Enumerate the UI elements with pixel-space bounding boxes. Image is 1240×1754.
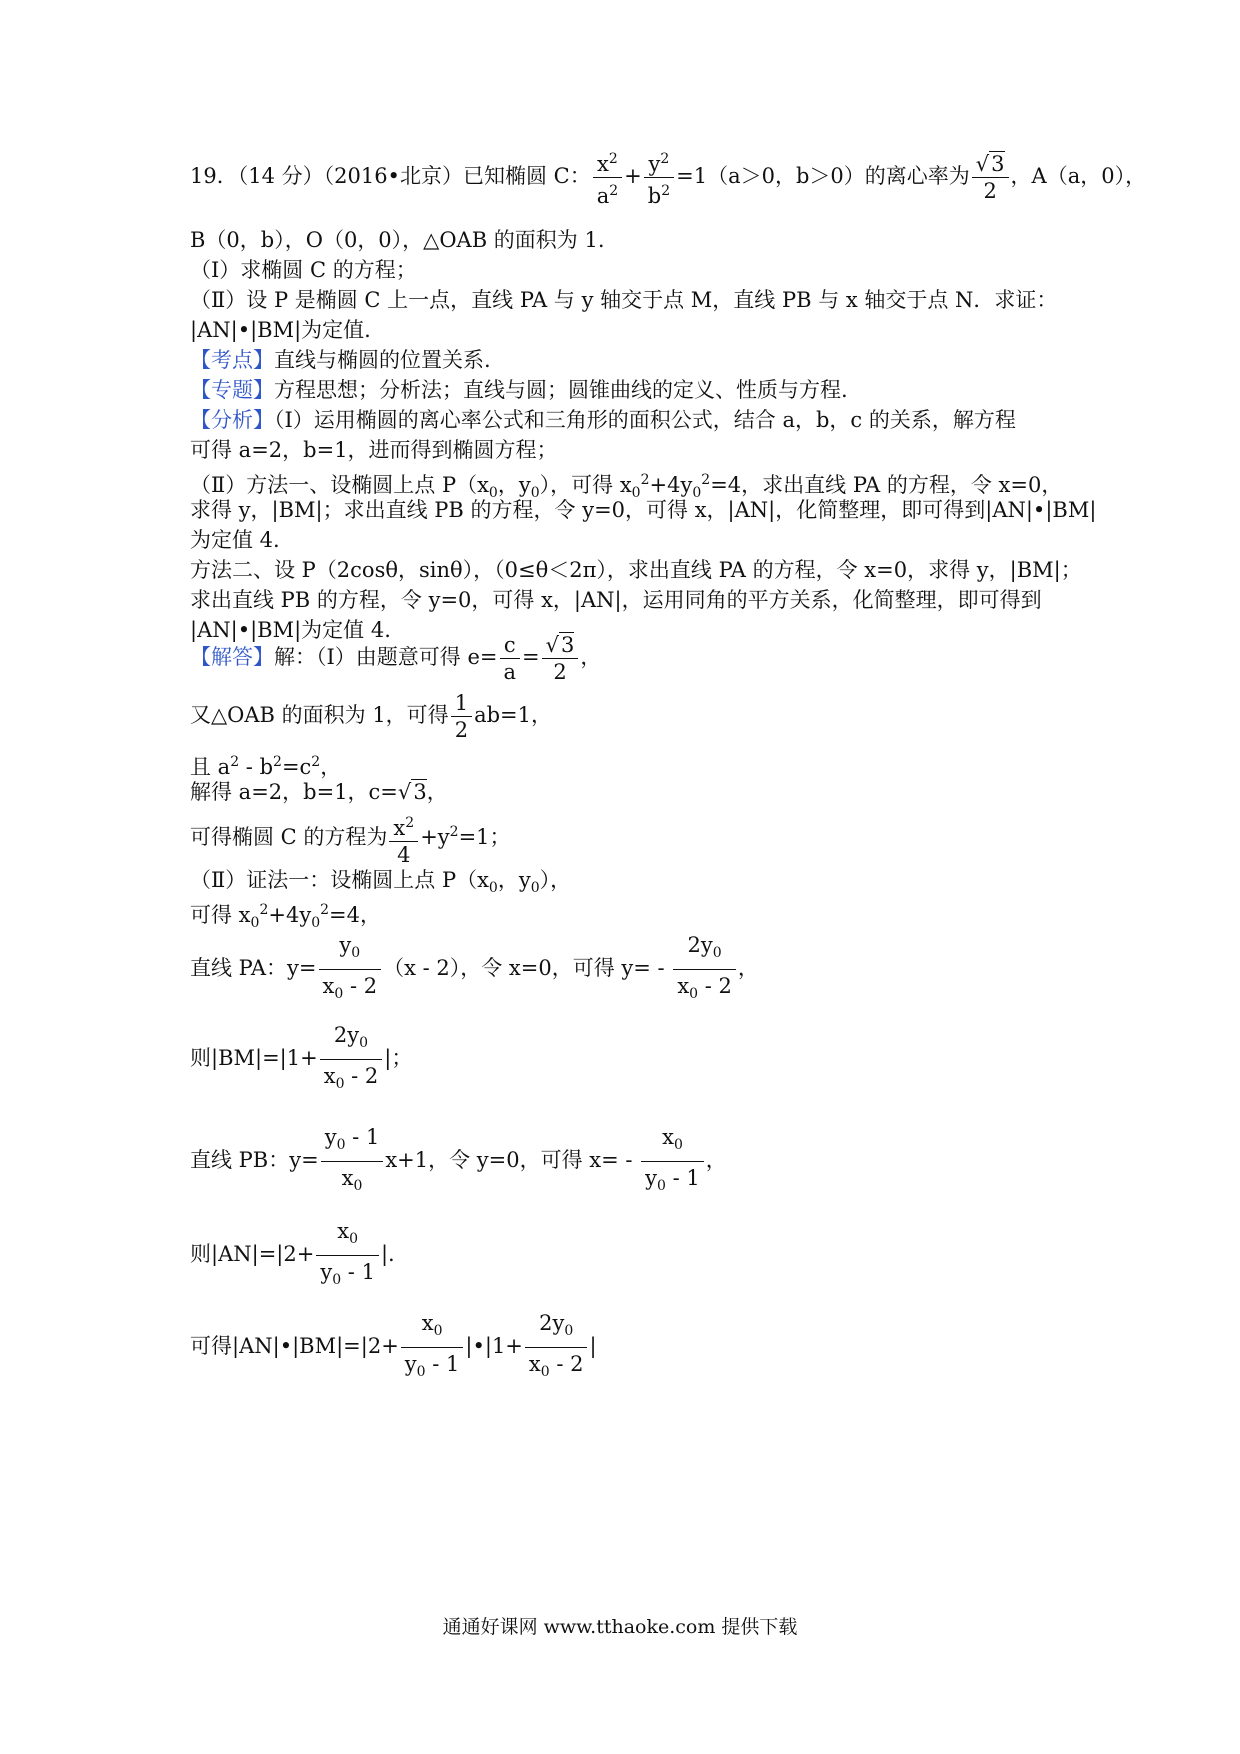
problem-line-2: B（0，b），O（0，0），△OAB 的面积为 1. xyxy=(190,228,605,252)
jieda-line-1: 【解答】解：（Ⅰ）由题意可得 e= $\frac{c}{a}$ = $\frac{√3}{2}$ ， xyxy=(190,633,602,684)
jieda-line-12: 可得|AN|•|BM|=|2+ $\frac{x_0}{y_0 - 1}$ |•|1+ $\frac{2y_0}{x_0 - 2}$ | xyxy=(190,1306,597,1388)
frac-sqrt3-2-b: $\frac{√3}{2}$ xyxy=(542,632,579,685)
frac-y2-b2: $\frac{y^2}{b^2}$ xyxy=(644,146,674,209)
frac-1-2: $\frac{1}{2}$ xyxy=(451,690,472,743)
frac-y0m1-x0: $\frac{y_0 - 1}{x_0}$ xyxy=(321,1121,384,1202)
frac-y0-x0m2: $\frac{y_0}{x_0 - 2}$ xyxy=(319,929,382,1010)
frac-x0-y0m1-b: $\frac{x_0}{y_0 - 1}$ xyxy=(316,1215,379,1296)
fenxi-line-7: 求出直线 PB 的方程，令 y=0，可得 x，|AN|，运用同角的平方关系，化简整理，即可得到 xyxy=(190,588,1042,612)
jieda-tag: 【解答】 xyxy=(190,645,274,669)
page-footer: 通通好课网 www.tthaoke.com 提供下载 xyxy=(442,1616,798,1638)
zhuanti-text: 方程思想；分析法；直线与圆；圆锥曲线的定义、性质与方程. xyxy=(274,378,848,402)
jieda-line-11: 则|AN|=|2+ $\frac{x_0}{y_0 - 1}$ |. xyxy=(190,1214,395,1296)
frac-2y0-x0m2: $\frac{2y_0}{x_0 - 2}$ xyxy=(673,929,736,1010)
problem-part-2: （Ⅱ）设 P 是椭圆 C 上一点，直线 PA 与 y 轴交于点 M，直线 PB 与 x 轴交于点 N．求证： xyxy=(190,288,1058,312)
jieda-line-3: 且 $a^2 - b^2=c^2$， xyxy=(190,754,342,779)
jieda-line-6: （Ⅱ）证法一：设椭圆上点 $P(x_0$，$y_0$）， xyxy=(190,868,572,897)
fenxi-tag: 【分析】 xyxy=(190,408,274,432)
fenxi-line-8: |AN|•|BM|为定值 4. xyxy=(190,618,391,642)
kaodian-tag: 【考点】 xyxy=(190,348,274,372)
frac-sqrt3-2: $\frac{√3}{2}$ xyxy=(972,151,1009,204)
fenxi-line-5: 为定值 4. xyxy=(190,528,280,552)
problem-header: 19．（14 分）（2016•北京）已知椭圆 C： xyxy=(190,164,591,188)
problem-part-2b: |AN|•|BM|为定值. xyxy=(190,318,371,342)
jieda-line-7: 可得 $x_0^2+4y_0^2=4$， xyxy=(190,902,382,932)
fenxi-line-3: （Ⅱ）方法一、设椭圆上点 $P(x_0$，$y_0$），可得 $x_0^2+4y_0^2=4$，求出直线 PA 的方程，令 x=0， xyxy=(190,472,1063,502)
zhuanti-tag: 【专题】 xyxy=(190,378,274,402)
kaodian-line xyxy=(190,346,491,374)
frac-x2-4: $\frac{x^2}{4}$ xyxy=(389,810,418,868)
fenxi-line-4: 求得 y，|BM|；求出直线 PB 的方程，令 y=0，可得 x，|AN|，化简整理，即可得到|AN|•|BM| xyxy=(190,498,1097,522)
fenxi-line-2: 可得 a=2，b=1，进而得到椭圆方程； xyxy=(190,438,558,462)
problem-part-1: （Ⅰ）求椭圆 C 的方程； xyxy=(190,258,417,282)
jieda-line-5: 可得椭圆 C 的方程为 $\frac{x^2}{4}$ $+y^2=1$； xyxy=(190,796,511,873)
kaodian-text: 直线与椭圆的位置关系. xyxy=(274,348,491,372)
problem-line-1: 19．（14 分）（2016•北京）已知椭圆 C： $\frac{x^2}{a^2}$ + $\frac{y^2}{b^2}$ =1（a＞0，b＞0）的离心率为 $\frac{√3}{2}$ ，A（a，0）， xyxy=(190,146,1146,209)
jieda-line-2: 又△OAB 的面积为 1，可得 $\frac{1}{2}$ ab=1， xyxy=(190,691,552,742)
frac-x0-y0m1-c: $\frac{x_0}{y_0 - 1}$ xyxy=(401,1307,464,1388)
jieda-line-4: 解得 a=2，b=1，c=√3， xyxy=(190,780,448,804)
fenxi-line-6: 方法二、设 P（2cosθ，sinθ），（0≤θ＜2π），求出直线 PA 的方程，令 x=0，求得 y，|BM|； xyxy=(190,558,1082,582)
fenxi-line-1 xyxy=(190,406,1016,434)
jieda-line-9: 则|BM|=|1+ $\frac{2y_0}{x_0 - 2}$ |； xyxy=(190,1018,412,1100)
frac-x0-y0m1: $\frac{x_0}{y_0 - 1}$ xyxy=(641,1121,704,1202)
jieda-line-10: 直线 PB：y= $\frac{y_0 - 1}{x_0}$ x+1，令 y=0，可得 x= - $\frac{x_0}{y_0 - 1}$ ， xyxy=(190,1120,727,1202)
frac-x2-a2: $\frac{x^2}{a^2}$ xyxy=(593,146,622,209)
fenxi-text-1: （Ⅰ）运用椭圆的离心率公式和三角形的面积公式，结合 a，b，c 的关系，解方程 xyxy=(274,408,1016,432)
jieda-line-8: 直线 PA：y= $\frac{y_0}{x_0 - 2}$ （x - 2），令 x=0，可得 y= - $\frac{2y_0}{x_0 - 2}$ ， xyxy=(190,928,759,1010)
problem-points: ，A（a，0）， xyxy=(1010,164,1147,188)
frac-2y0-x0m2-c: $\frac{2y_0}{x_0 - 2}$ xyxy=(525,1307,588,1388)
zhuanti-line xyxy=(190,376,848,404)
problem-condition: =1（a＞0，b＞0）的离心率为 xyxy=(676,164,970,188)
frac-c-a: $\frac{c}{a}$ xyxy=(500,632,521,685)
frac-2y0-x0m2-b: $\frac{2y_0}{x_0 - 2}$ xyxy=(320,1019,383,1100)
